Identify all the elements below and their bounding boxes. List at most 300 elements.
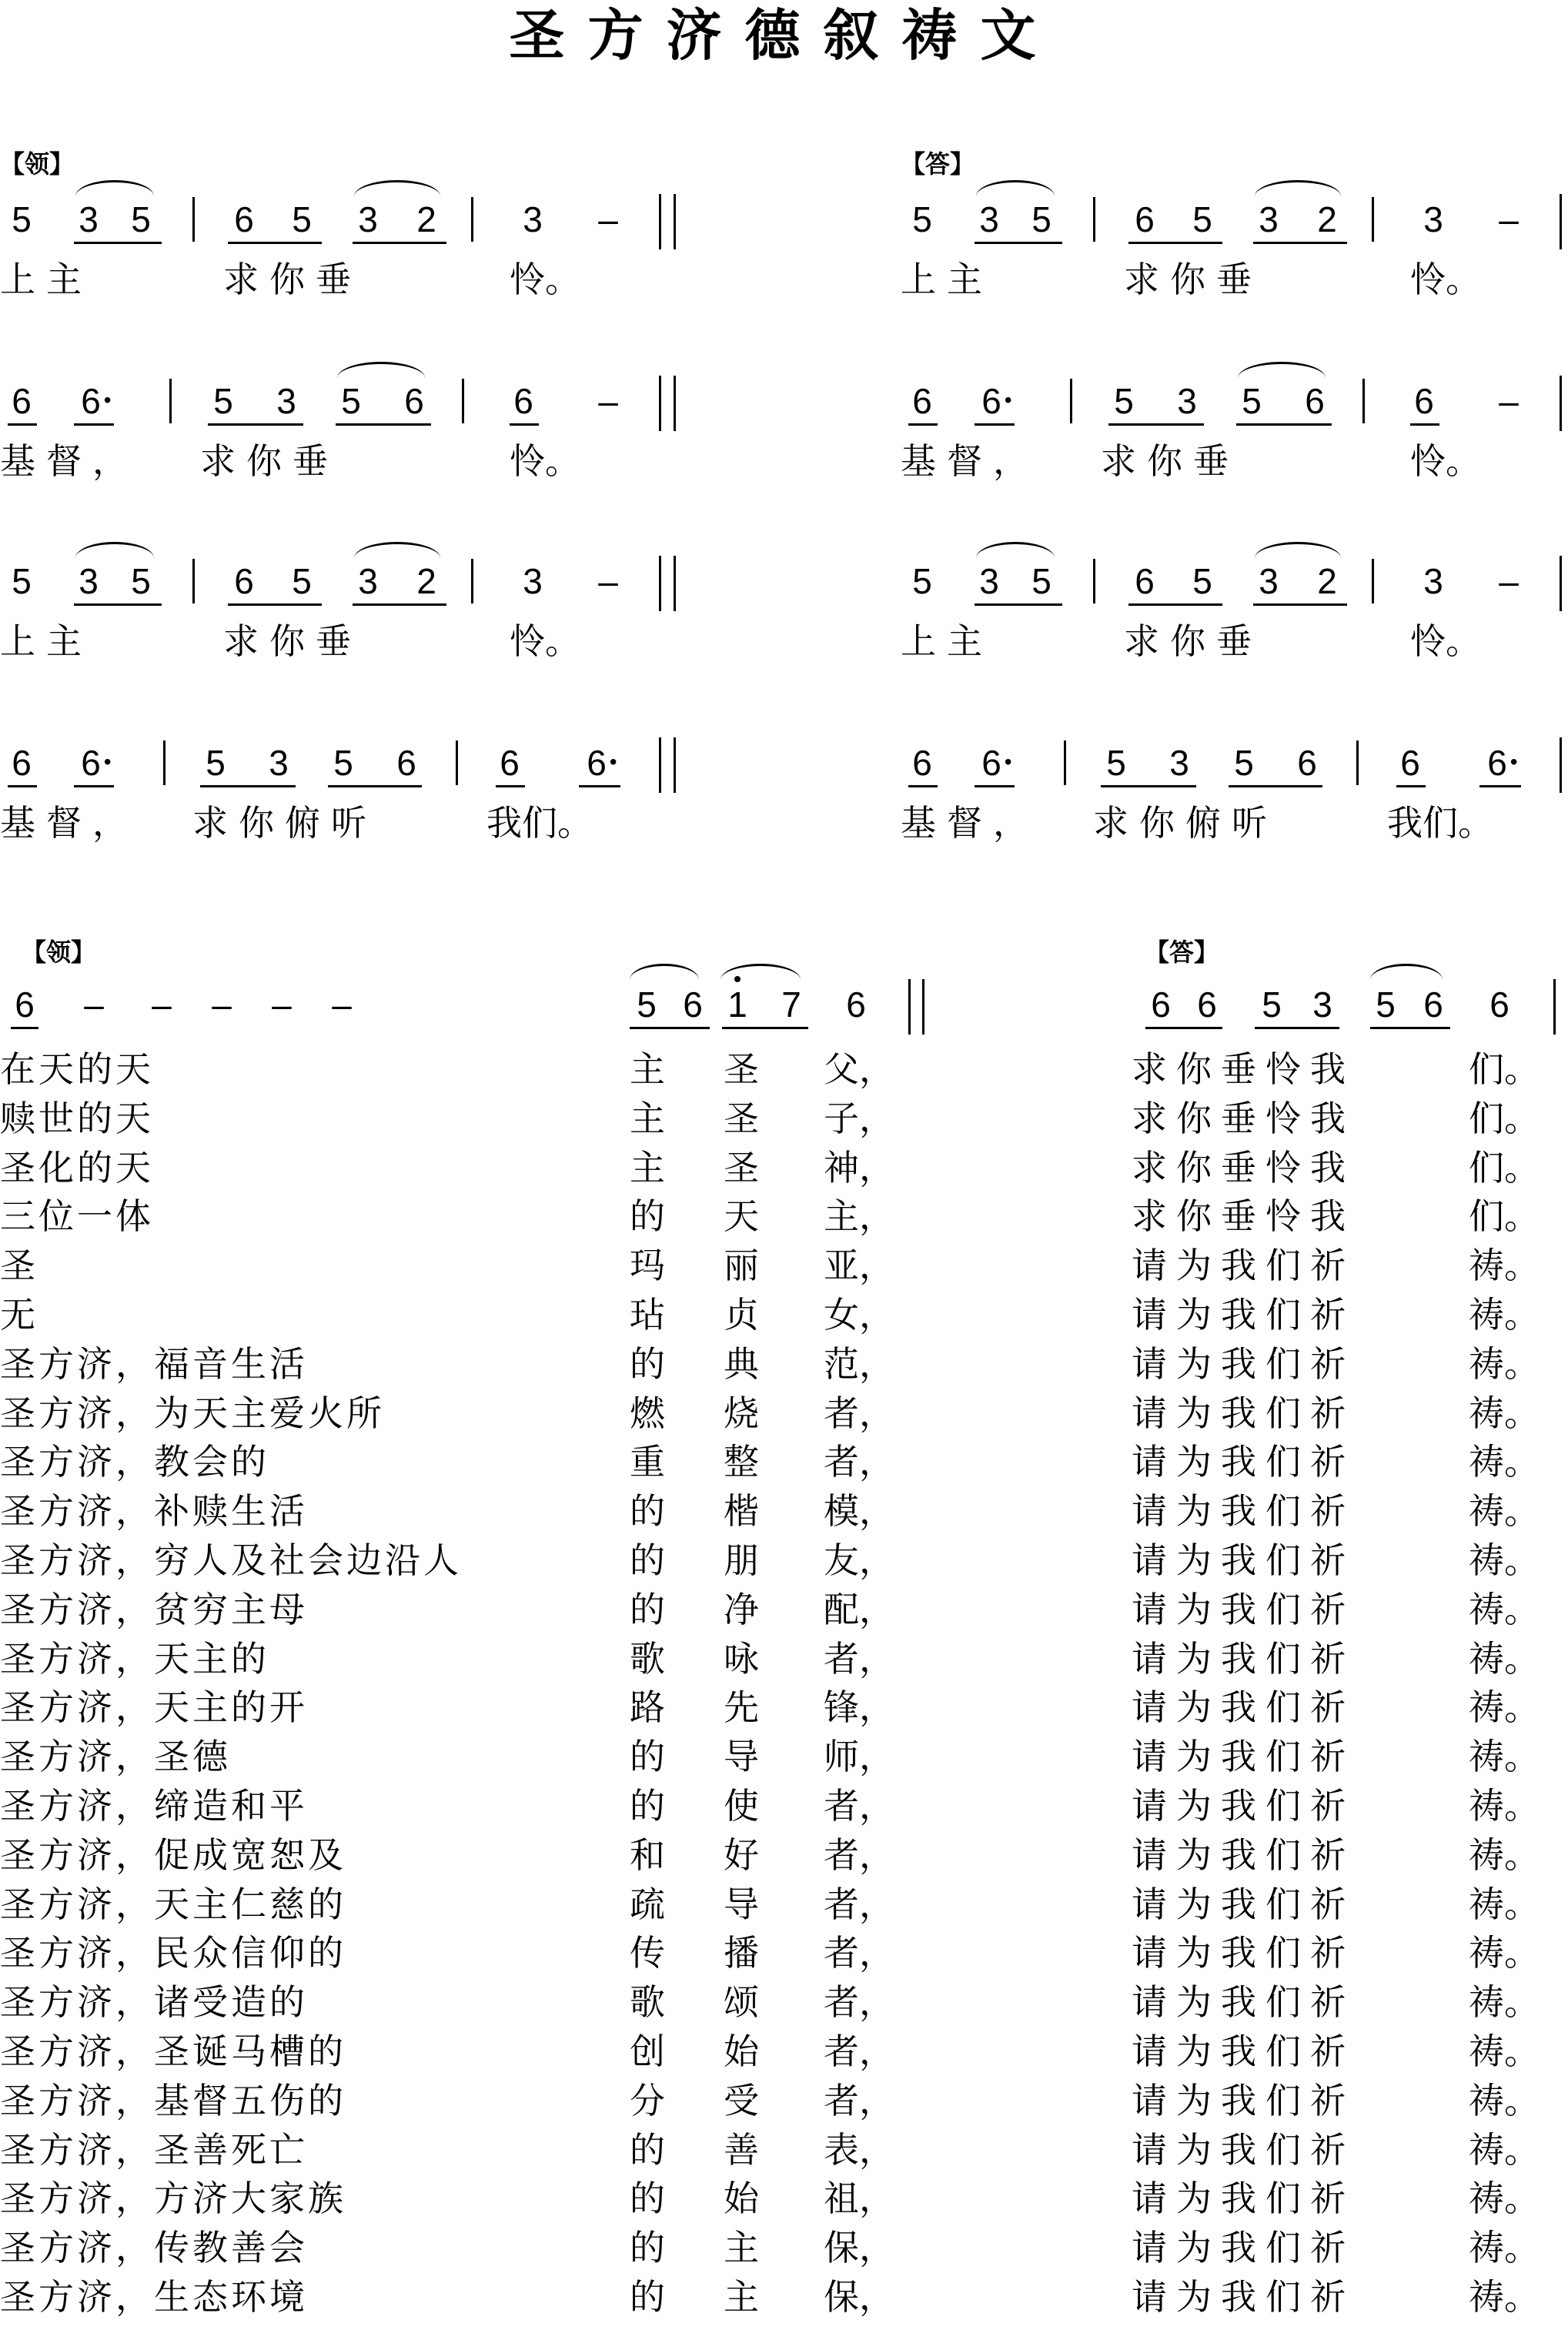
response: 请为我们祈	[1132, 1883, 1355, 1925]
underline	[1253, 242, 1347, 244]
double-barline	[1560, 737, 1562, 793]
note: 3	[269, 743, 289, 783]
response-end: 祷。	[1469, 1686, 1540, 1729]
invocation: 圣方济，贫穷主母	[0, 1588, 308, 1630]
litany-row	[0, 1490, 1568, 1543]
underline	[1370, 1027, 1450, 1029]
lyric: 怜。	[510, 620, 580, 662]
litany-row	[0, 1342, 1568, 1396]
litany-row	[0, 1981, 1568, 2034]
note: 5	[206, 743, 226, 783]
lyric: 基督，	[0, 440, 139, 482]
note: –	[84, 984, 104, 1025]
litany-row	[0, 1736, 1568, 1788]
note: 6	[1197, 984, 1217, 1025]
note: 5	[1234, 743, 1254, 783]
litany-row	[0, 1834, 1568, 1887]
note: 5	[912, 199, 932, 239]
invocation-ending: 颂	[724, 1981, 759, 2024]
response-end: 祷。	[1469, 1588, 1540, 1630]
response: 请为我们祈	[1132, 1736, 1355, 1778]
invocation-ending: 祖，	[824, 2178, 894, 2220]
invocation-ending: 整	[724, 1441, 759, 1483]
invocation-ending: 朋	[724, 1539, 759, 1581]
invocation-ending: 圣	[724, 1048, 759, 1090]
underline	[8, 423, 37, 426]
response-end: 们。	[1469, 1146, 1540, 1188]
invocation-ending: 的	[630, 2178, 665, 2220]
double-barline	[674, 556, 676, 611]
invocation-ending: 者，	[824, 2031, 894, 2072]
invocation-ending: 配，	[824, 1588, 894, 1630]
double-barline	[1560, 194, 1562, 249]
underline	[74, 423, 114, 426]
invocation-ending: 主	[630, 1097, 665, 1139]
response: 求你垂怜我	[1132, 1146, 1355, 1188]
invocation: 圣	[0, 1245, 38, 1287]
invocation-ending: 者，	[824, 1834, 894, 1876]
response: 请为我们祈	[1132, 2128, 1355, 2171]
response-end: 们。	[1469, 1195, 1540, 1238]
lyric: 求你垂	[200, 440, 339, 482]
lyric: 上主	[0, 620, 92, 662]
litany-lead-tag: 【领】	[22, 938, 96, 967]
response-end: 祷。	[1469, 1981, 1540, 2024]
invocation-ending: 烧	[724, 1392, 759, 1434]
invocation: 赎世的天	[0, 1097, 154, 1139]
lyric: 怜。	[510, 259, 580, 300]
invocation-ending: 主	[630, 1146, 665, 1188]
invocation: 在天的天	[0, 1048, 154, 1090]
invocation-ending: 楷	[724, 1490, 759, 1533]
invocation-ending: 受	[724, 2079, 759, 2121]
slur	[337, 362, 425, 378]
litany-row	[0, 1245, 1568, 1297]
note: 2	[416, 199, 436, 239]
slur	[1238, 362, 1326, 378]
invocation: 圣方济，福音生活	[0, 1342, 308, 1385]
note: 5	[1262, 984, 1282, 1025]
invocation-ending: 路	[630, 1686, 665, 1729]
note: 6	[1414, 381, 1434, 421]
invocation-ending: 主	[724, 2276, 759, 2318]
response: 求你垂怜我	[1132, 1195, 1355, 1238]
invocation-ending: 的	[630, 2128, 665, 2171]
underline	[336, 423, 431, 426]
double-barline	[922, 979, 924, 1035]
invocation-ending: 好	[724, 1834, 759, 1876]
lyric: 求你垂	[1101, 440, 1239, 482]
note: 6	[1297, 743, 1317, 783]
slur	[630, 964, 699, 980]
slur	[976, 542, 1055, 558]
response-end: 祷。	[1469, 2128, 1540, 2171]
note: 2	[1317, 199, 1337, 239]
note: 6	[234, 561, 254, 601]
note: 6	[846, 984, 866, 1025]
note: 5	[1031, 561, 1051, 601]
response: 请为我们祈	[1132, 1981, 1355, 2024]
response: 请为我们祈	[1132, 1490, 1355, 1533]
invocation-ending: 范，	[824, 1342, 894, 1385]
invocation-ending: 播	[724, 1932, 759, 1974]
invocation-ending: 者，	[824, 1637, 894, 1680]
response-end: 祷。	[1469, 2227, 1540, 2269]
note: 3	[1177, 381, 1197, 421]
note: –	[1499, 381, 1519, 421]
invocation-ending: 保，	[824, 2276, 894, 2318]
note: 6	[12, 743, 32, 783]
barline	[163, 740, 165, 785]
note: 5	[1114, 381, 1134, 421]
response-end: 祷。	[1469, 1785, 1540, 1827]
invocation: 圣方济，天主的	[0, 1637, 269, 1680]
invocation: 圣方济，方济大家族	[0, 2178, 346, 2220]
litany-row	[0, 1539, 1568, 1592]
slur	[720, 964, 801, 980]
litany-row	[0, 1883, 1568, 1936]
note: 3	[1423, 199, 1443, 239]
note: 6	[234, 199, 254, 239]
underline	[1479, 785, 1521, 787]
litany-row	[0, 2227, 1568, 2279]
slur	[354, 180, 440, 196]
underline	[1128, 603, 1222, 606]
invocation-ending: 圣	[724, 1146, 759, 1188]
litany-row	[0, 1048, 1568, 1101]
invocation-ending: 的	[630, 2227, 665, 2269]
underline	[510, 423, 539, 426]
invocation: 圣化的天	[0, 1146, 154, 1188]
invocation-ending: 子，	[824, 1097, 894, 1139]
litany-answer-tag: 【答】	[1145, 938, 1219, 967]
double-barline	[659, 194, 661, 249]
litany-row	[0, 2031, 1568, 2083]
invocation: 圣方济，传教善会	[0, 2227, 308, 2269]
answer-tag: 【答】	[901, 149, 975, 179]
note: 6	[404, 381, 424, 421]
invocation: 圣方济，为天主爱火所	[0, 1392, 385, 1434]
note: 6 •	[981, 745, 1001, 781]
response-end: 们。	[1469, 1048, 1540, 1090]
underline	[1108, 423, 1204, 426]
response: 求你垂怜我	[1132, 1097, 1355, 1139]
invocation-ending: 主，	[824, 1195, 894, 1238]
underline	[1255, 1027, 1339, 1029]
underline	[975, 785, 1015, 787]
response-end: 祷。	[1469, 1294, 1540, 1335]
litany-row	[0, 1785, 1568, 1837]
note: 3	[1312, 984, 1332, 1025]
note: 5	[1031, 199, 1051, 239]
barline	[1064, 740, 1066, 785]
invocation-ending: 丽	[724, 1245, 759, 1287]
barline	[192, 197, 195, 242]
response-end: 们。	[1469, 1097, 1540, 1139]
note: 3	[358, 199, 378, 239]
barline	[1372, 559, 1374, 603]
note: 6	[912, 381, 932, 421]
litany-row	[0, 2079, 1568, 2132]
lyric: 基督，	[901, 802, 1039, 844]
invocation: 圣方济，缔造和平	[0, 1785, 308, 1827]
note: –	[212, 984, 232, 1025]
note: –	[272, 984, 292, 1025]
note: 6 •	[81, 745, 101, 781]
note: 6	[683, 984, 703, 1025]
invocation-ending: 锋，	[824, 1686, 894, 1729]
response: 求你垂怜我	[1132, 1048, 1355, 1090]
barline	[1372, 197, 1374, 242]
invocation-ending: 保，	[824, 2227, 894, 2269]
note: 6	[1135, 561, 1155, 601]
note: 3	[1259, 199, 1279, 239]
invocation-ending: 的	[630, 1588, 665, 1630]
lyric: 我们。	[486, 802, 593, 844]
response: 请为我们祈	[1132, 1441, 1355, 1483]
underline	[208, 423, 303, 426]
response-end: 祷。	[1469, 1932, 1540, 1974]
slur	[1255, 542, 1341, 558]
underline	[579, 785, 620, 787]
note: –	[598, 199, 618, 239]
note: 3	[523, 561, 543, 601]
underline	[1236, 423, 1332, 426]
litany-row	[0, 1588, 1568, 1641]
barline	[456, 740, 458, 785]
note: 5	[292, 199, 312, 239]
lyric: 求你俯听	[192, 802, 377, 844]
note: –	[1499, 199, 1519, 239]
note: –	[598, 561, 618, 601]
invocation-ending: 玛	[630, 1245, 665, 1287]
note: 6	[1400, 743, 1420, 783]
invocation: 圣方济，穷人及社会边沿人	[0, 1539, 462, 1581]
note: 3	[79, 199, 99, 239]
invocation-ending: 者，	[824, 1785, 894, 1827]
note: 3	[1169, 743, 1189, 783]
slur	[1255, 180, 1341, 196]
response: 请为我们祈	[1132, 1342, 1355, 1385]
response: 请为我们祈	[1132, 1539, 1355, 1581]
invocation-ending: 友，	[824, 1539, 894, 1581]
underline	[1101, 785, 1196, 787]
note: 6	[1151, 984, 1171, 1025]
note: 5	[341, 381, 361, 421]
underline	[11, 1027, 38, 1029]
invocation-ending: 的	[630, 1195, 665, 1238]
invocation-ending: 创	[630, 2031, 665, 2072]
underline	[228, 603, 322, 606]
litany-row	[0, 1441, 1568, 1493]
double-barline	[1553, 979, 1556, 1035]
lyric: 怜。	[510, 440, 580, 482]
response-end: 祷。	[1469, 1834, 1540, 1876]
note: 5	[131, 199, 151, 239]
lyric: 求你垂	[223, 259, 362, 300]
underline	[74, 242, 162, 244]
response-end: 祷。	[1469, 1539, 1540, 1581]
lyric: 上主	[0, 259, 92, 300]
underline	[1396, 785, 1426, 787]
note: 7	[781, 984, 801, 1025]
litany-row	[0, 2178, 1568, 2230]
invocation: 圣方济，天主的开	[0, 1686, 308, 1729]
underline	[200, 785, 296, 787]
page-title: 圣方济德叙祷文	[509, 2, 1059, 68]
invocation-ending: 传	[630, 1932, 665, 1974]
underline	[975, 242, 1062, 244]
lyric: 怜。	[1410, 620, 1481, 662]
invocation: 无	[0, 1294, 38, 1335]
litany-row	[0, 1195, 1568, 1248]
response: 请为我们祈	[1132, 2031, 1355, 2072]
note: 6	[15, 984, 35, 1025]
invocation-ending: 圣	[724, 1097, 759, 1139]
note: 5	[1242, 381, 1262, 421]
barline	[471, 559, 473, 603]
response: 请为我们祈	[1132, 1294, 1355, 1335]
response-end: 祷。	[1469, 1883, 1540, 1925]
slur	[75, 542, 154, 558]
invocation-ending: 的	[630, 1490, 665, 1533]
double-barline	[1560, 556, 1562, 611]
double-barline	[659, 376, 661, 431]
note: 3	[979, 561, 999, 601]
response-end: 祷。	[1469, 1441, 1540, 1483]
invocation-ending: 主	[630, 1048, 665, 1090]
underline	[8, 785, 37, 787]
invocation-ending: 先	[724, 1686, 759, 1729]
response-end: 祷。	[1469, 2031, 1540, 2072]
invocation: 圣方济，圣善死亡	[0, 2128, 308, 2171]
lyric: 上主	[901, 259, 993, 300]
invocation: 圣方济，圣德	[0, 1736, 231, 1778]
slur	[976, 180, 1055, 196]
note: 6	[12, 381, 32, 421]
invocation: 圣方济，诸受造的	[0, 1981, 308, 2024]
invocation-ending: 重	[630, 1441, 665, 1483]
double-barline	[659, 556, 661, 611]
barline	[1093, 197, 1095, 242]
response-end: 祷。	[1469, 2178, 1540, 2220]
note: 6	[1423, 984, 1443, 1025]
barline	[1362, 379, 1365, 423]
double-barline	[674, 376, 676, 431]
note: –	[332, 984, 352, 1025]
note: 5	[131, 561, 151, 601]
invocation: 圣方济，基督五伤的	[0, 2079, 346, 2121]
invocation-ending: 歌	[630, 1981, 665, 2024]
response: 请为我们祈	[1132, 1785, 1355, 1827]
response-end: 祷。	[1469, 1736, 1540, 1778]
response-end: 祷。	[1469, 1490, 1540, 1533]
invocation-ending: 的	[630, 1736, 665, 1778]
response-end: 祷。	[1469, 1392, 1540, 1434]
note: 2	[416, 561, 436, 601]
barline	[1093, 559, 1095, 603]
underline	[1128, 242, 1222, 244]
barline	[1356, 740, 1359, 785]
double-barline	[1560, 376, 1562, 431]
note: 3	[276, 381, 296, 421]
note: 6 •	[587, 745, 607, 781]
note: 5	[1192, 199, 1212, 239]
litany-row	[0, 1392, 1568, 1445]
invocation-ending: 神，	[824, 1146, 894, 1188]
invocation-ending: 净	[724, 1588, 759, 1630]
note: 2	[1317, 561, 1337, 601]
invocation-ending: 燃	[630, 1392, 665, 1434]
litany-row	[0, 2128, 1568, 2181]
barline	[1070, 379, 1072, 423]
lyric: 怜。	[1410, 259, 1481, 300]
invocation-ending: 表，	[824, 2128, 894, 2171]
invocation: 圣方济，圣诞马槽的	[0, 2031, 346, 2072]
invocation-ending: 导	[724, 1736, 759, 1778]
invocation-ending: 者，	[824, 1392, 894, 1434]
note: 6	[1489, 984, 1509, 1025]
invocation-ending: 典	[724, 1342, 759, 1385]
underline	[908, 785, 938, 787]
double-barline	[674, 194, 676, 249]
invocation-ending: 的	[630, 1342, 665, 1385]
underline	[74, 603, 162, 606]
invocation-ending: 天	[724, 1195, 759, 1238]
barline	[192, 559, 195, 603]
lead-tag: 【领】	[0, 149, 75, 179]
barline	[471, 197, 473, 242]
underline	[328, 785, 422, 787]
invocation-ending: 玷	[630, 1294, 665, 1335]
lyric: 求你俯听	[1093, 802, 1278, 844]
underline	[722, 1027, 808, 1029]
double-barline	[674, 737, 676, 793]
lyric: 求你垂	[1124, 259, 1262, 300]
note: 6	[1135, 199, 1155, 239]
invocation-ending: 的	[630, 1539, 665, 1581]
invocation-ending: 女，	[824, 1294, 894, 1335]
note: 5	[637, 984, 657, 1025]
note: 3	[523, 199, 543, 239]
lyric: 怜。	[1410, 440, 1481, 482]
note: 5	[213, 381, 233, 421]
response: 请为我们祈	[1132, 2276, 1355, 2318]
invocation-ending: 主	[724, 2227, 759, 2269]
note: 3	[79, 561, 99, 601]
underline	[353, 242, 446, 244]
response-end: 祷。	[1469, 1637, 1540, 1680]
slur	[75, 180, 154, 196]
underline	[1229, 785, 1322, 787]
invocation-ending: 分	[630, 2079, 665, 2121]
response-end: 祷。	[1469, 1342, 1540, 1385]
response: 请为我们祈	[1132, 1392, 1355, 1434]
invocation-ending: 始	[724, 2031, 759, 2072]
double-barline	[659, 737, 661, 793]
invocation: 圣方济，教会的	[0, 1441, 269, 1483]
underline	[496, 785, 525, 787]
response: 请为我们祈	[1132, 1932, 1355, 1974]
note: 6	[513, 381, 533, 421]
invocation-ending: 始	[724, 2178, 759, 2220]
barline	[169, 379, 172, 423]
invocation-ending: 者，	[824, 1883, 894, 1925]
note: 5	[1192, 561, 1212, 601]
note: 6	[1305, 381, 1325, 421]
lyric: 基督，	[0, 802, 139, 844]
invocation-ending: 歌	[630, 1637, 665, 1680]
